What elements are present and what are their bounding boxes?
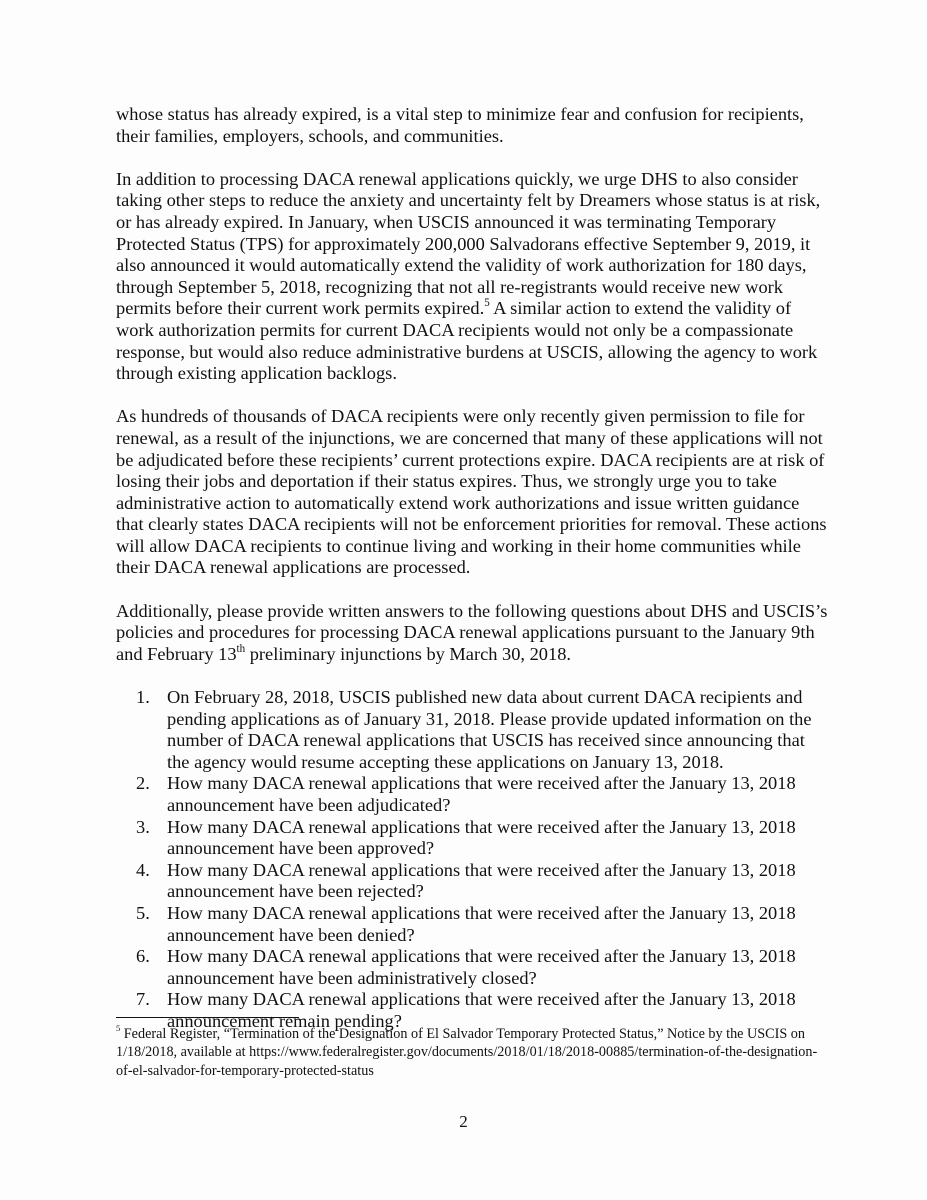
list-item-text: How many DACA renewal applications that were received after the January 13, 2018 announcement have been administratively closed? <box>167 946 796 988</box>
list-item <box>116 817 828 860</box>
paragraph-4-text-a: Additionally, please provide written answers to the following questions about DHS and USCIS’s policies and procedures for processing DACA renewal applications pursuant to the January 9th and February 13 <box>116 600 828 664</box>
list-item <box>116 946 828 989</box>
list-item-text: How many DACA renewal applications that were received after the January 13, 2018 announcement have been approved? <box>167 816 796 859</box>
list-item-number: 3. <box>136 816 150 837</box>
list-item <box>116 687 828 773</box>
ordinal-suffix: th <box>236 642 246 655</box>
list-item-number: 6. <box>136 946 150 967</box>
paragraph-4 <box>116 601 828 666</box>
list-item-number: 4. <box>136 859 150 880</box>
footnote-mark: 5 <box>116 1023 121 1034</box>
paragraph-2-text-a: In addition to processing DACA renewal applications quickly, we urge DHS to also consider taking other steps to reduce the anxiety and uncertainty felt by Dreamers whose status is at risk, or has already expired. In January, when USCIS announced it was terminating Temporary Protected Status (TPS) for approximately 200,000 Salvadorans effective September 9, 2019, it also announced it would automatically extend the validity of work authorization for 180 days, through September 5, 2018, recognizing that not all re-registrants would receive new work permits before their current work permits expired. <box>116 168 821 319</box>
list-item-number: 1. <box>136 687 150 708</box>
list-item-number: 5. <box>136 902 150 923</box>
list-item-text: How many DACA renewal applications that were received after the January 13, 2018 announcement have been denied? <box>167 902 796 945</box>
list-item-number: 2. <box>136 773 150 794</box>
list-item <box>116 773 828 816</box>
footnote-text[interactable]: Federal Register, “Termination of the Designation of El Salvador Temporary Protected Status,” Notice by the USCIS on 1/18/2018, available at https://www.federalregister.gov/documents/2018/01/18/2018-00885/termination-of-the-designation-of-el-salvador-for-temporary-protected-status <box>116 1026 818 1079</box>
list-item-text: How many DACA renewal applications that were received after the January 13, 2018 announcement remain pending? <box>167 989 796 1031</box>
questions-list <box>116 687 828 1033</box>
footnote-divider <box>116 1017 299 1018</box>
paragraph-3: As hundreds of thousands of DACA recipients were only recently given permission to file for renewal, as a result of the injunctions, we are concerned that many of these applications will not be adjudicated before these recipients’ current protections expire. DACA recipients are at risk of losing their jobs and deportation if their status expires. Thus, we strongly urge you to take administrative action to automatically extend work authorizations and issue written guidance that clearly states DACA recipients will not be enforcement priorities for removal. These actions will allow DACA recipients to continue living and working in their home communities while their DACA renewal applications are processed. <box>116 406 827 578</box>
paragraph-4-text-b: preliminary injunctions by March 30, 2018. <box>245 643 571 664</box>
footnote-reference[interactable]: 5 <box>484 297 490 310</box>
list-item-text: How many DACA renewal applications that were received after the January 13, 2018 announcement have been rejected? <box>167 859 796 902</box>
footnote <box>116 1025 828 1080</box>
body-text <box>116 104 828 1033</box>
list-item-number: 7. <box>136 989 150 1010</box>
paragraph-1: whose status has already expired, is a vital step to minimize fear and confusion for recipients, their families, employers, schools, and communities. <box>116 104 804 146</box>
paragraph-2 <box>116 169 828 385</box>
page-number: 2 <box>459 1112 468 1131</box>
list-item-text: How many DACA renewal applications that were received after the January 13, 2018 announcement have been adjudicated? <box>167 773 796 815</box>
list-item-text: On February 28, 2018, USCIS published new data about current DACA recipients and pending applications as of January 31, 2018. Please provide updated information on the number of DACA renewal applications that USCIS has received since announcing that the agency would resume accepting these applications on January 13, 2018. <box>167 687 812 772</box>
paragraph-2-text-b: A similar action to extend the validity of work authorization permits for current DACA recipients would not only be a compassionate response, but would also reduce administrative burdens at USCIS, allowing the agency to work through existing application backlogs. <box>116 298 818 384</box>
list-item <box>116 860 828 903</box>
list-item <box>116 903 828 946</box>
